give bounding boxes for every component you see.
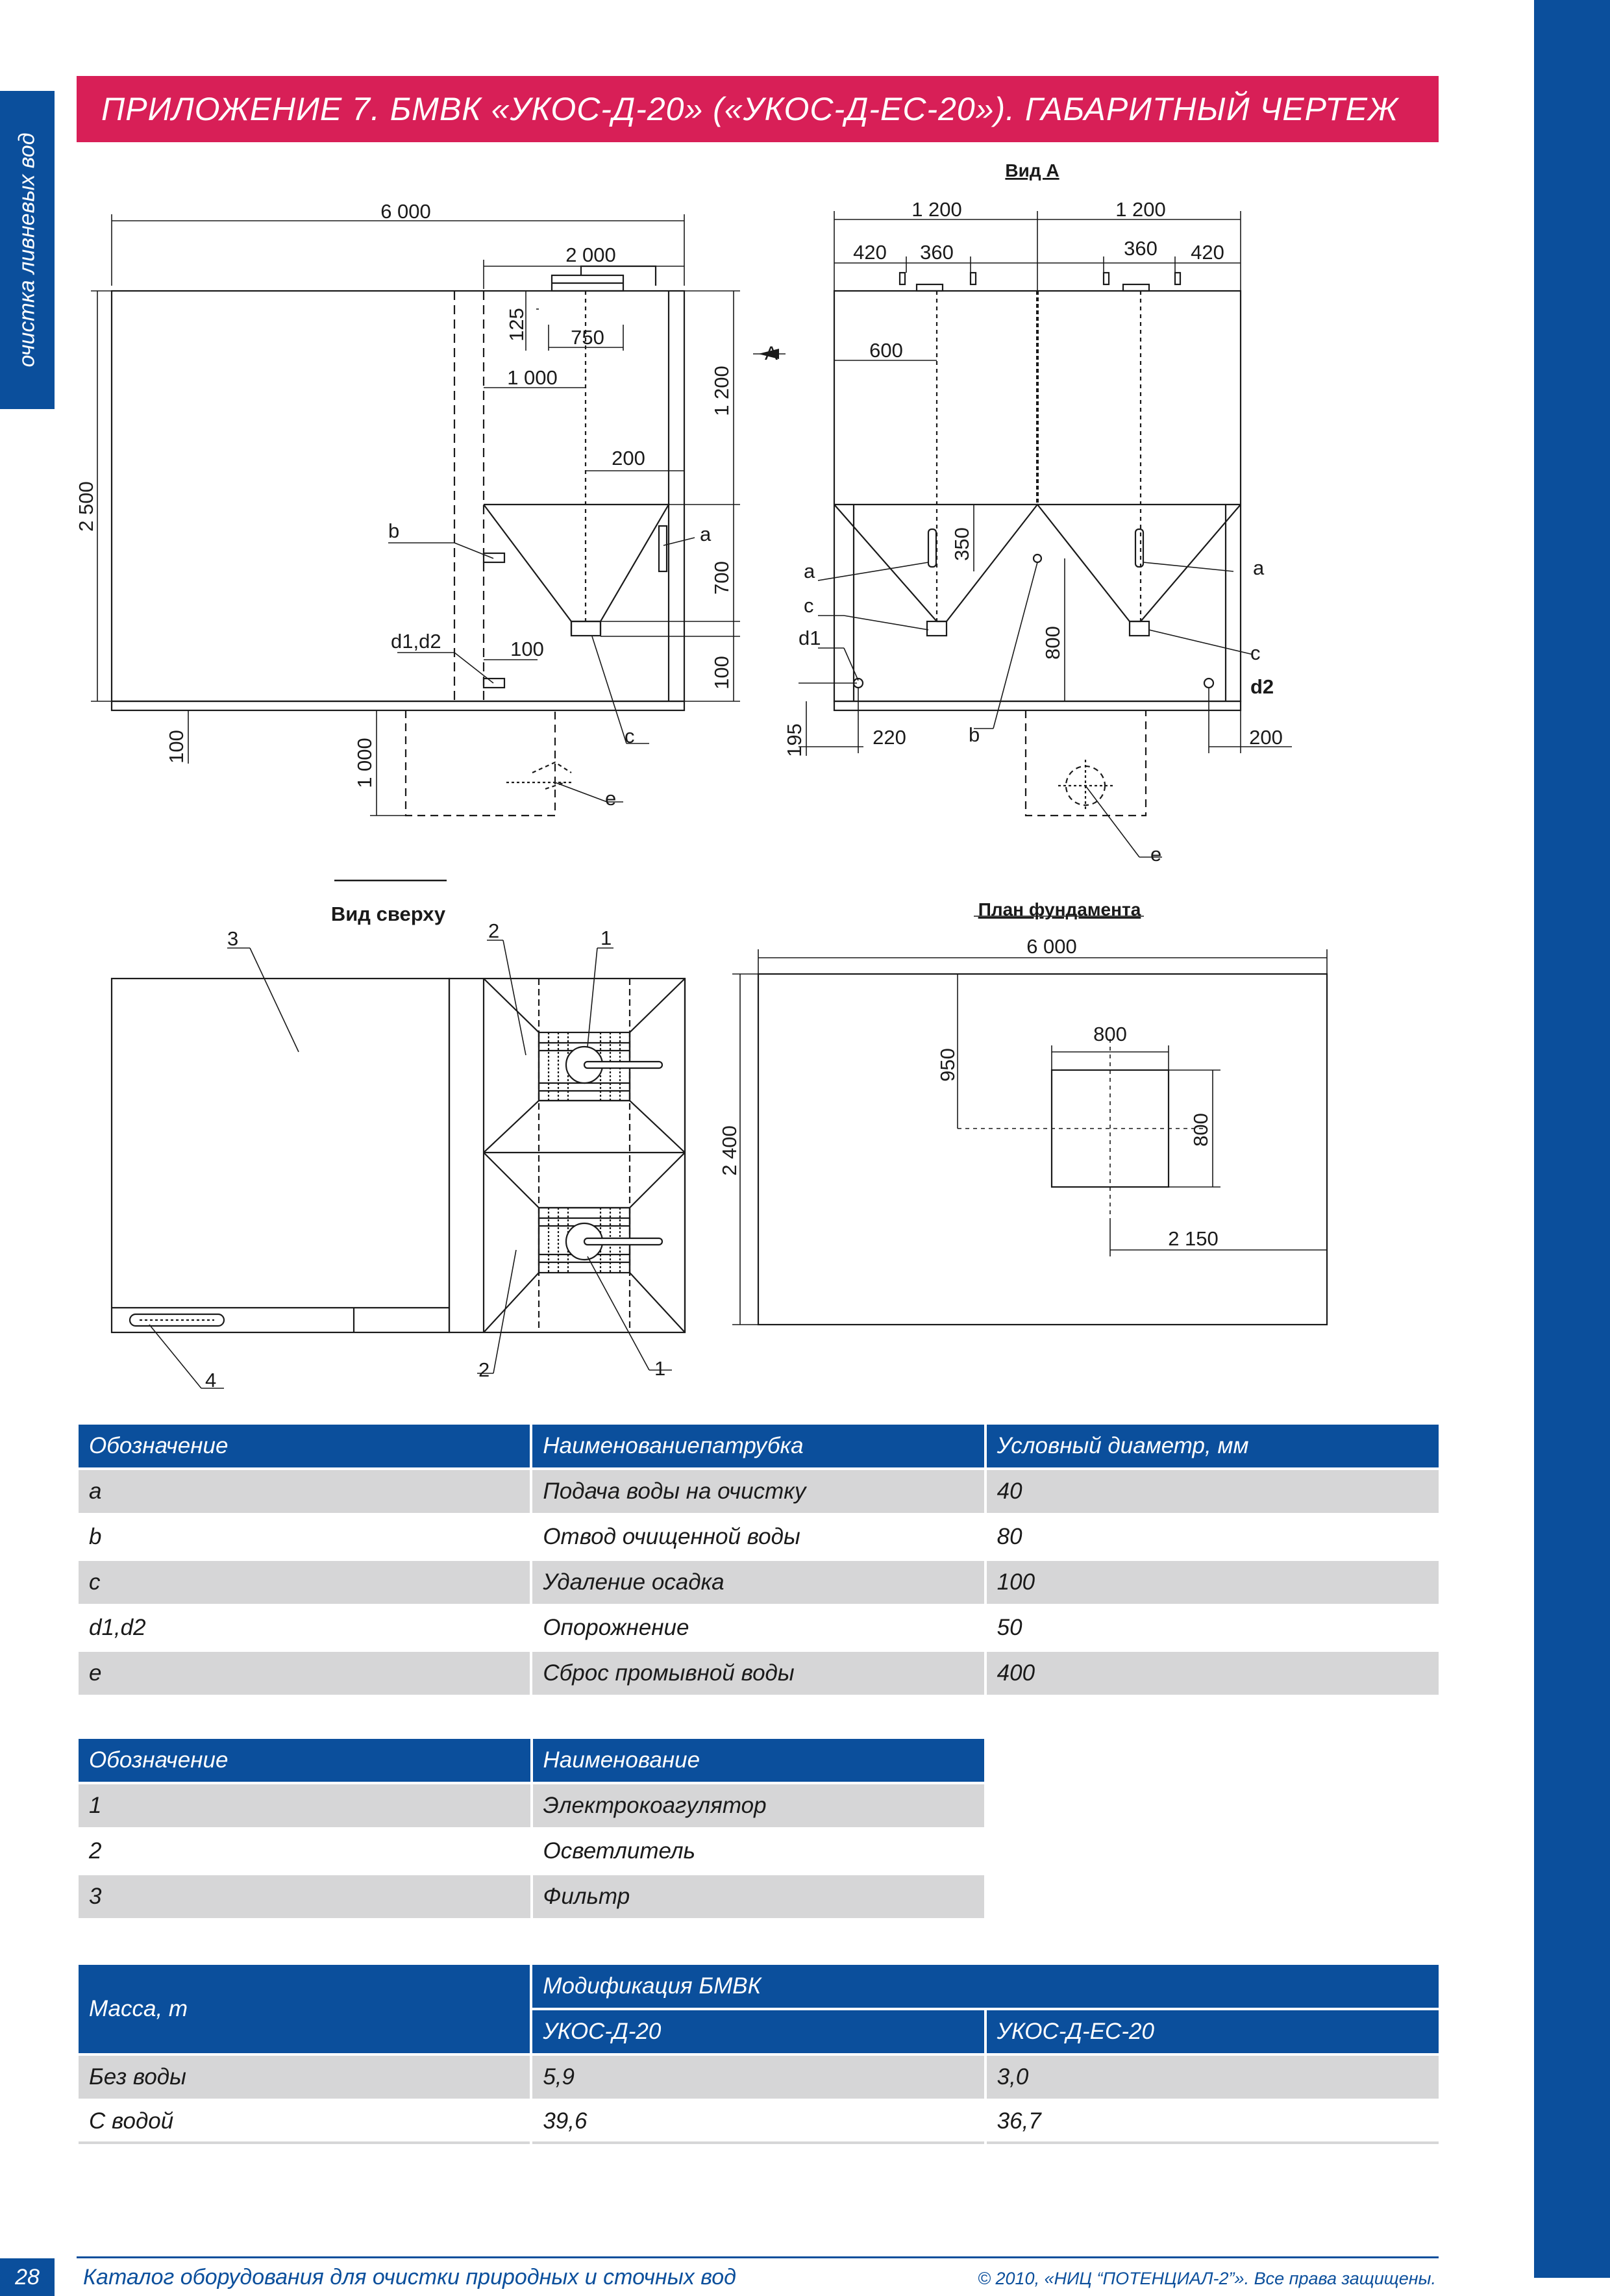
table-row [79,1561,1439,1604]
front-dim: 1 200 [710,366,733,416]
table-header: Условный диаметр, мм [987,1425,1439,1467]
table-cell: Сброс промывной воды [532,1652,984,1695]
top-callout: 1 [654,1357,666,1380]
parts-table [76,1736,987,1921]
front-dimensions [91,214,740,816]
table-cell: d1,d2 [89,1615,146,1640]
side-dim: 800 [1041,626,1064,660]
side-label-d1: d1 [799,627,821,649]
table-cell: Электрокоагулятор [533,1784,985,1827]
table-cell: 50 [997,1615,1022,1640]
front-dim: 1 000 [507,366,558,389]
top-callout: 3 [227,927,239,950]
table-cell: 400 [987,1652,1439,1695]
table-row [79,1784,984,1827]
front-dim: 100 [165,730,188,764]
front-dim: 6 000 [380,200,431,223]
table-cell: 1 [79,1784,530,1827]
table-cell: 36,7 [987,2101,1439,2144]
front-dim: 1 000 [353,738,376,788]
side-dim: 600 [869,339,903,362]
table-header: Обозначение [79,1425,530,1467]
table-cell: Отвод очищенной воды [543,1524,800,1549]
front-dim: 2 000 [565,243,616,266]
side-label-c: c [804,594,814,617]
top-view-label: Вид сверху [330,903,446,925]
table-cell: b [89,1524,102,1549]
table-header: Обозначение [79,1739,530,1782]
table-cell: a [79,1470,530,1513]
front-label-d: d1,d2 [391,630,441,653]
side-dim: 420 [853,241,887,264]
front-dim: 125 [505,308,528,342]
front-dim: 700 [710,561,733,595]
table-header: Модификация БМВК [532,1965,1439,2008]
foundation-dim: 800 [1189,1113,1212,1147]
side-dim: 195 [783,723,806,757]
front-label-a: a [700,523,712,545]
table-row [79,1652,1439,1695]
front-dim: 100 [710,656,733,690]
nozzles-table [76,1422,1441,1697]
page-title: ПРИЛОЖЕНИЕ 7. БМВК «УКОС-Д-20» («УКОС-Д-ЕС-20»). ГАБАРИТНЫЙ ЧЕРТЕЖ [101,91,1398,127]
foundation-dim: 2 150 [1168,1227,1219,1250]
table-header: УКОС-Д-ЕС-20 [987,2010,1439,2053]
side-dim: 360 [1124,237,1158,260]
table-cell: Подача воды на очистку [532,1470,984,1513]
side-label-e: e [1150,843,1162,866]
arrow-a-label: А [765,343,778,364]
side-label-b: b [969,723,980,746]
front-dim: 100 [510,638,544,660]
table-row [79,1875,984,1918]
side-dim: 420 [1191,241,1224,264]
footer-copyright: © 2010, «НИЦ “ПОТЕНЦИАЛ-2”». Все права защищены. [978,2269,1436,2288]
table-cell: 3,0 [987,2056,1439,2099]
top-callout: 1 [601,927,612,949]
side-dim: 1 200 [911,198,962,221]
table-cell: Удаление осадка [532,1561,984,1604]
front-label-c: c [625,725,635,747]
table-cell: 40 [987,1470,1439,1513]
table-cell: 3 [79,1875,530,1918]
footer-divider [77,2256,1439,2258]
table-cell: 100 [987,1561,1439,1604]
table-cell: Без воды [79,2056,530,2099]
page-number: 28 [0,2258,55,2296]
table-header: УКОС-Д-20 [532,2010,984,2053]
footer-catalog-title: Каталог оборудования для очистки природных и сточных вод [83,2265,736,2290]
top-view [112,880,685,1388]
table-cell: 80 [997,1524,1022,1549]
table-cell: Осветлитель [543,1838,695,1864]
front-label-b: b [388,519,400,542]
table-cell: 2 [89,1838,102,1864]
foundation-dim: 950 [936,1048,959,1082]
side-dim: 1 200 [1115,198,1166,221]
mass-table [76,1962,1441,2147]
foundation-plan [732,916,1327,1325]
table-row [79,1606,1439,1649]
foundation-dim: 6 000 [1026,935,1077,958]
table-cell: 39,6 [532,2101,984,2144]
table-row [79,1830,984,1873]
table-header: Масса, т [79,1965,530,2053]
side-dim: 200 [1249,726,1283,749]
table-header: Наименование [533,1739,985,1782]
table-row [79,2101,1439,2144]
top-callout: 2 [488,919,500,942]
front-dim: 2 500 [75,481,97,532]
side-label-d2: d2 [1250,675,1274,698]
side-dim: 220 [873,726,906,749]
table-cell: 5,9 [532,2056,984,2099]
side-tab-label: очистка ливневых вод [14,132,40,368]
foundation-label: План фундамента [978,899,1141,919]
top-callout: 2 [478,1358,490,1381]
side-dim: 350 [950,527,973,561]
table-header: Наименованиепатрубка [532,1425,984,1467]
front-label-e: e [605,787,617,810]
table-cell: Фильтр [533,1875,985,1918]
table-cell: Опорожнение [543,1615,689,1640]
table-row [79,1470,1439,1513]
front-dim: 750 [571,326,604,349]
table-cell: c [79,1561,530,1604]
foundation-dim: 800 [1093,1023,1127,1045]
table-row [79,2056,1439,2099]
top-callout: 4 [205,1369,217,1391]
table-cell: e [79,1652,530,1695]
table-row [79,1516,1439,1558]
side-label-a: a [1253,556,1265,579]
side-label-a: a [804,560,815,582]
front-dim: 200 [612,447,645,469]
side-dim: 360 [920,241,954,264]
view-a-label: Вид А [1005,160,1059,181]
side-label-c: c [1250,642,1261,664]
foundation-dim: 2 400 [718,1125,741,1176]
table-cell: С водой [79,2101,530,2144]
